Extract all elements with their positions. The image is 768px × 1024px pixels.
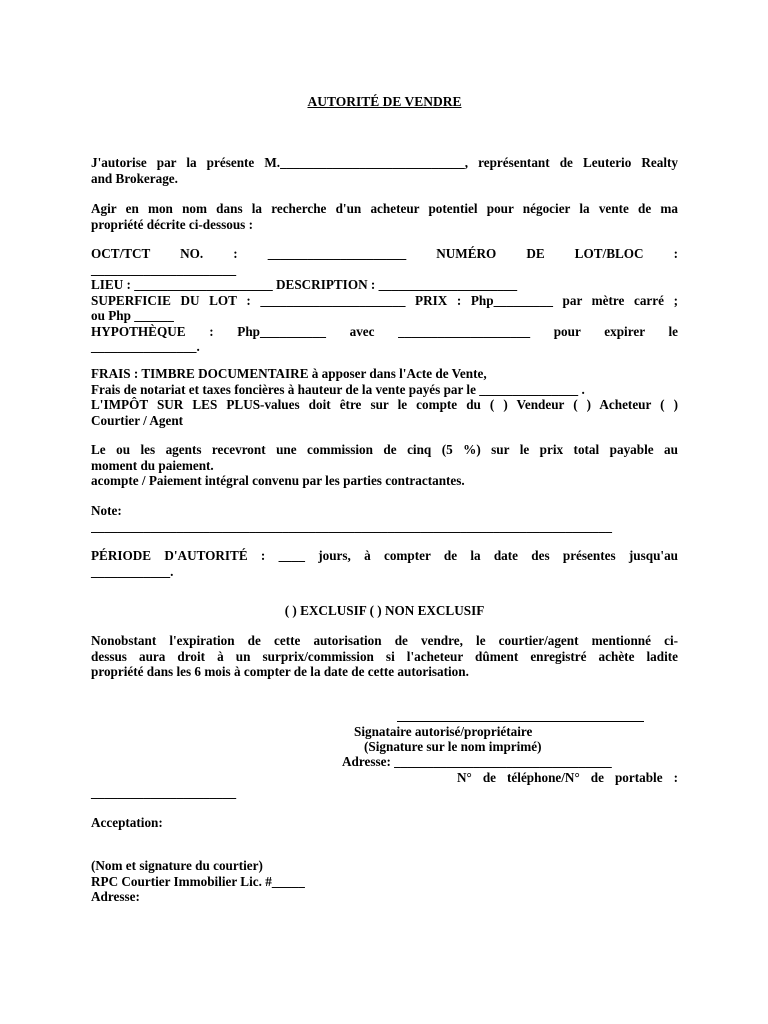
frais-line-3: L'IMPÔT SUR LES PLUS-values doit être sur le compte du ( ) Vendeur ( ) Acheteur ( ): [91, 397, 678, 412]
signature-sub-label: (Signature sur le nom imprimé): [364, 739, 542, 754]
frais-line-4: Courtier / Agent: [91, 412, 184, 428]
intro-line-1: J'autorise par la présente M.____________________________, représentant de Leuterio Realty: [91, 155, 678, 170]
acceptation-label: Acceptation:: [91, 815, 163, 830]
periode-line-2: ____________.: [91, 563, 174, 579]
agir-line-2: propriété décrite ci-dessous :: [91, 216, 253, 232]
courtier-name-label: (Nom et signature du courtier): [91, 858, 263, 873]
frais-line-2: Frais de notariat et taxes foncières à hauteur de la vente payés par le _______________ .: [91, 381, 585, 397]
owner-address: [342, 754, 678, 770]
courtier-block: [91, 858, 678, 905]
agir-line-1: Agir en mon nom dans la recherche d'un acheteur potentiel pour négocier la vente de ma: [91, 201, 678, 216]
exclusif-options: ( ) EXCLUSIF ( ) NON EXCLUSIF: [284, 603, 485, 618]
owner-phone-field: N° de téléphone/N° de portable :: [457, 770, 678, 785]
owner-phone: [457, 770, 678, 786]
nonobstant-line-2: dessus aura droit à un surprix/commission si l'acheteur dûment enregistré achète ladite: [91, 648, 678, 664]
note-section: [91, 503, 678, 534]
property-fields: [91, 246, 678, 355]
left-signature-underscore: ______________________: [91, 785, 237, 800]
owner-signature-sub: [364, 739, 664, 755]
frais-paragraph: [91, 366, 678, 428]
owner-signature-title: [354, 724, 654, 740]
owner-signature-line: [397, 721, 644, 722]
superficie-prix-field: SUPERFICIE DU LOT : ______________________ PRIX : Php_________ par mètre carré ;: [91, 292, 678, 308]
note-line: _______________________________________________________________________________: [91, 518, 612, 534]
frais-line-1: FRAIS : TIMBRE DOCUMENTAIRE à apposer dans l'Acte de Vente,: [91, 366, 487, 381]
ou-php-field: ou Php ______: [91, 308, 174, 323]
periode-paragraph: [91, 548, 678, 579]
courtier-address: Adresse:: [91, 889, 140, 904]
hypotheque-continuation: ________________.: [91, 339, 200, 354]
document-title: AUTORITÉ DE VENDRE: [307, 94, 462, 109]
nonobstant-line-3: propriété dans les 6 mois à compter de la date de cette autorisation.: [91, 664, 469, 679]
signataire-label: Signataire autorisé/propriétaire: [354, 724, 533, 739]
commission-line-1: Le ou les agents recevront une commission de cinq (5 %) sur le prix total payable au: [91, 442, 678, 457]
owner-address-field: Adresse: _________________________________: [342, 754, 612, 769]
commission-paragraph: [91, 442, 678, 489]
nonobstant-line-1: Nonobstant l'expiration de cette autorisation de vendre, le courtier/agent mentionné ci-: [91, 633, 678, 648]
nonobstant-paragraph: [91, 633, 678, 680]
oct-tct-continuation: ______________________: [91, 261, 237, 277]
intro-line-2: and Brokerage.: [91, 170, 178, 186]
commission-line-2: moment du paiement.: [91, 457, 214, 473]
agir-paragraph: [91, 201, 678, 232]
note-label: Note:: [91, 503, 122, 518]
oct-tct-field: OCT/TCT NO. : _____________________ NUMÉRO DE LOT/BLOC :: [91, 246, 678, 261]
courtier-license: RPC Courtier Immobilier Lic. #_____: [91, 873, 305, 889]
commission-line-3: acompte / Paiement intégral convenu par les parties contractantes.: [91, 473, 465, 488]
lieu-description-field: LIEU : _____________________ DESCRIPTION : _____________________: [91, 277, 518, 292]
intro-paragraph: [91, 155, 678, 186]
left-signature-line: [91, 785, 291, 801]
hypotheque-field: HYPOTHÈQUE : Php__________ avec ____________________ pour expirer le: [91, 323, 678, 339]
periode-line-1: PÉRIODE D'AUTORITÉ : ____ jours, à compter de la date des présentes jusqu'au: [91, 548, 678, 563]
